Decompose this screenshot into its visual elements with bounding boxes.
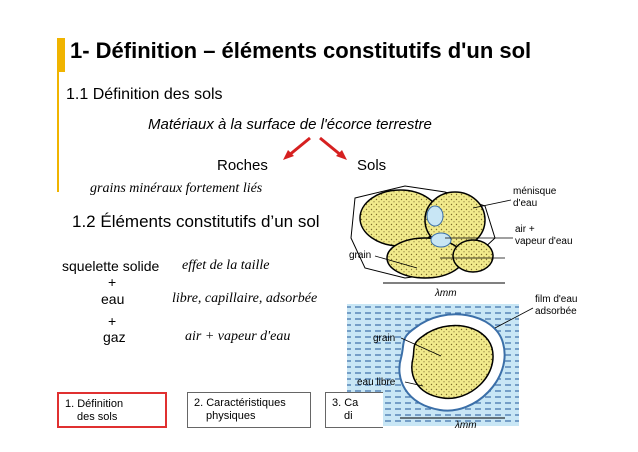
gas-note: air + vapeur d'eau: [185, 329, 291, 344]
title-accent-bar: [57, 38, 65, 72]
definition-text: Matériaux à la surface de l'écorce terrestre: [148, 116, 432, 133]
section-divider: [57, 72, 59, 192]
rocks-note: grains minéraux fortement liés: [90, 181, 263, 196]
water-film-label-2: adsorbée: [535, 306, 577, 317]
nav-tab-physical[interactable]: 2. Caractéristiques physiques: [187, 392, 311, 428]
water-film-label: film d'eau: [535, 294, 578, 305]
plus-sign: +: [108, 313, 117, 329]
vapour-label: vapeur d'eau: [515, 236, 573, 247]
solid-skeleton-label: squelette solide: [62, 258, 160, 274]
solid-skeleton-note: effet de la taille: [182, 258, 270, 273]
meniscus-label: ménisque: [513, 186, 557, 197]
free-water-label: eau libre: [357, 377, 396, 388]
air-label: air +: [515, 224, 535, 235]
gas-label: gaz: [103, 329, 126, 345]
water-label: eau: [101, 291, 125, 307]
section-1-1-heading: 1.1 Définition des sols: [66, 86, 223, 103]
water-note: libre, capillaire, adsorbée: [172, 291, 318, 306]
rocks-label: Roches: [217, 157, 268, 174]
grain-label-bottom: grain: [373, 333, 396, 344]
page-title: 1- Définition – éléments constitutifs d'un sol: [70, 38, 532, 63]
soils-label: Sols: [357, 157, 387, 174]
soil-grain-figure: [345, 178, 593, 428]
grain-label-top: grain: [349, 250, 372, 261]
meniscus-label-2: d'eau: [513, 198, 538, 209]
section-1-2-heading: 1.2 Éléments constitutifs d’un sol: [72, 212, 320, 231]
plus-sign: +: [108, 274, 117, 290]
nav-tab-3[interactable]: 3. Ca di: [325, 392, 383, 428]
split-arrows-icon: [280, 134, 350, 164]
grain-cluster: [351, 186, 505, 283]
size-label-bottom: λmm: [455, 420, 477, 428]
nav-tab-definition[interactable]: 1. Définition des sols: [57, 392, 167, 428]
size-label-top: λmm: [435, 288, 457, 299]
